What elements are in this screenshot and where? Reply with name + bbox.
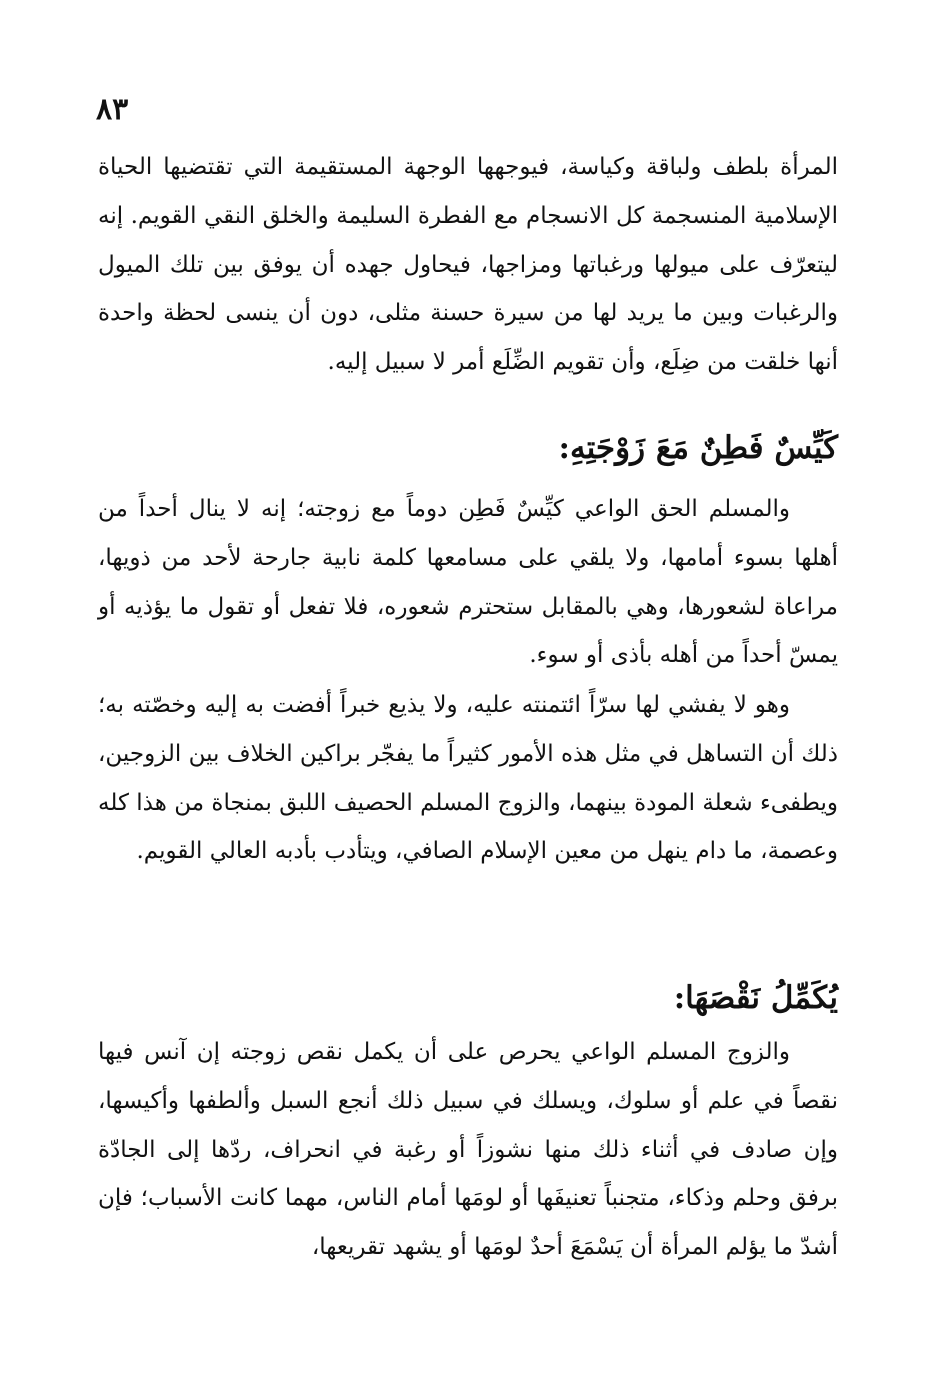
paragraph-complete-deficiency (98, 1028, 838, 1272)
paragraph-text: وهو لا يفشي لها سرّاً ائتمنته عليه، ولا يذيع خبراً أفضت به إليه وخصّته به؛ ذلك أن التساهل في مثل هذه الأمور كثيراً ما يفجّر براكين الخلاف بين الزوجين، ويطفىء شعلة المودة بينهما، والزوج المسلم الحصيف اللبق بمنجاة من هذا كله وعصمة، ما دام ينهل من معين الإسلام الصافي، ويتأدب بأدبه العالي القويم. (98, 692, 838, 865)
paragraph-respect-family (98, 485, 838, 680)
section-heading-text: يُكَمِّلُ نَقْصَهَا: (673, 980, 838, 1016)
paragraph-text: والزوج المسلم الواعي يحرص على أن يكمل نقص زوجته إن آنس فيها نقصاً في علم أو سلوك، ويسلك في سبيل ذلك أنجع السبل وألطفها وأكيسها، وإن صادف في أثناء ذلك منها نشوزاً أو رغبة في انحراف، ردّها إلى الجادّة برفق وحلم وذكاء، متجنباً تعنيفَها أو لومَها أمام الناس، مهما كانت الأسباب؛ فإن أشدّ ما يؤلم المرأة أن يَسْمَعَ أحدٌ لومَها أو يشهد تقريعها، (98, 1039, 838, 1261)
section-heading-text: كَيِّسٌ فَطِنٌ مَعَ زَوْجَتِهِ: (558, 430, 838, 466)
paragraph-keep-secrets (98, 681, 838, 876)
section-heading-wise-with-wife (98, 418, 838, 478)
page-number: ٨٣ (96, 92, 129, 127)
paragraph-text: المرأة بلطف ولباقة وكياسة، فيوجهها الوجهة المستقيمة التي تقتضيها الحياة الإسلامية المنسجمة كل الانسجام مع الفطرة السليمة والخلق النقي القويم. إنه ليتعرّف على ميولها ورغباتها ومزاجها، فيحاول جهده أن يوفق بين تلك الميول والرغبات وبين ما يريد لها من سيرة حسنة مثلى، دون أن ينسى لحظة واحدة أنها خلقت من ضِلَع، وأن تقويم الضِّلَع أمر لا سبيل إليه. (98, 154, 838, 376)
paragraph-continuation (98, 143, 838, 387)
paragraph-text: والمسلم الحق الواعي كيِّسٌ فَطِن دوماً مع زوجته؛ إنه لا ينال أحداً من أهلها بسوء أمامها، ولا يلقي على مسامعها كلمة نابية جارحة لأحد من ذويها، مراعاة لشعورها، وهي بالمقابل ستحترم شعوره، فلا تفعل أو تقول ما يؤذيه أو يمسّ أحداً من أهله بأذى أو سوء. (98, 496, 838, 669)
section-heading-complete-deficiency (98, 968, 838, 1028)
